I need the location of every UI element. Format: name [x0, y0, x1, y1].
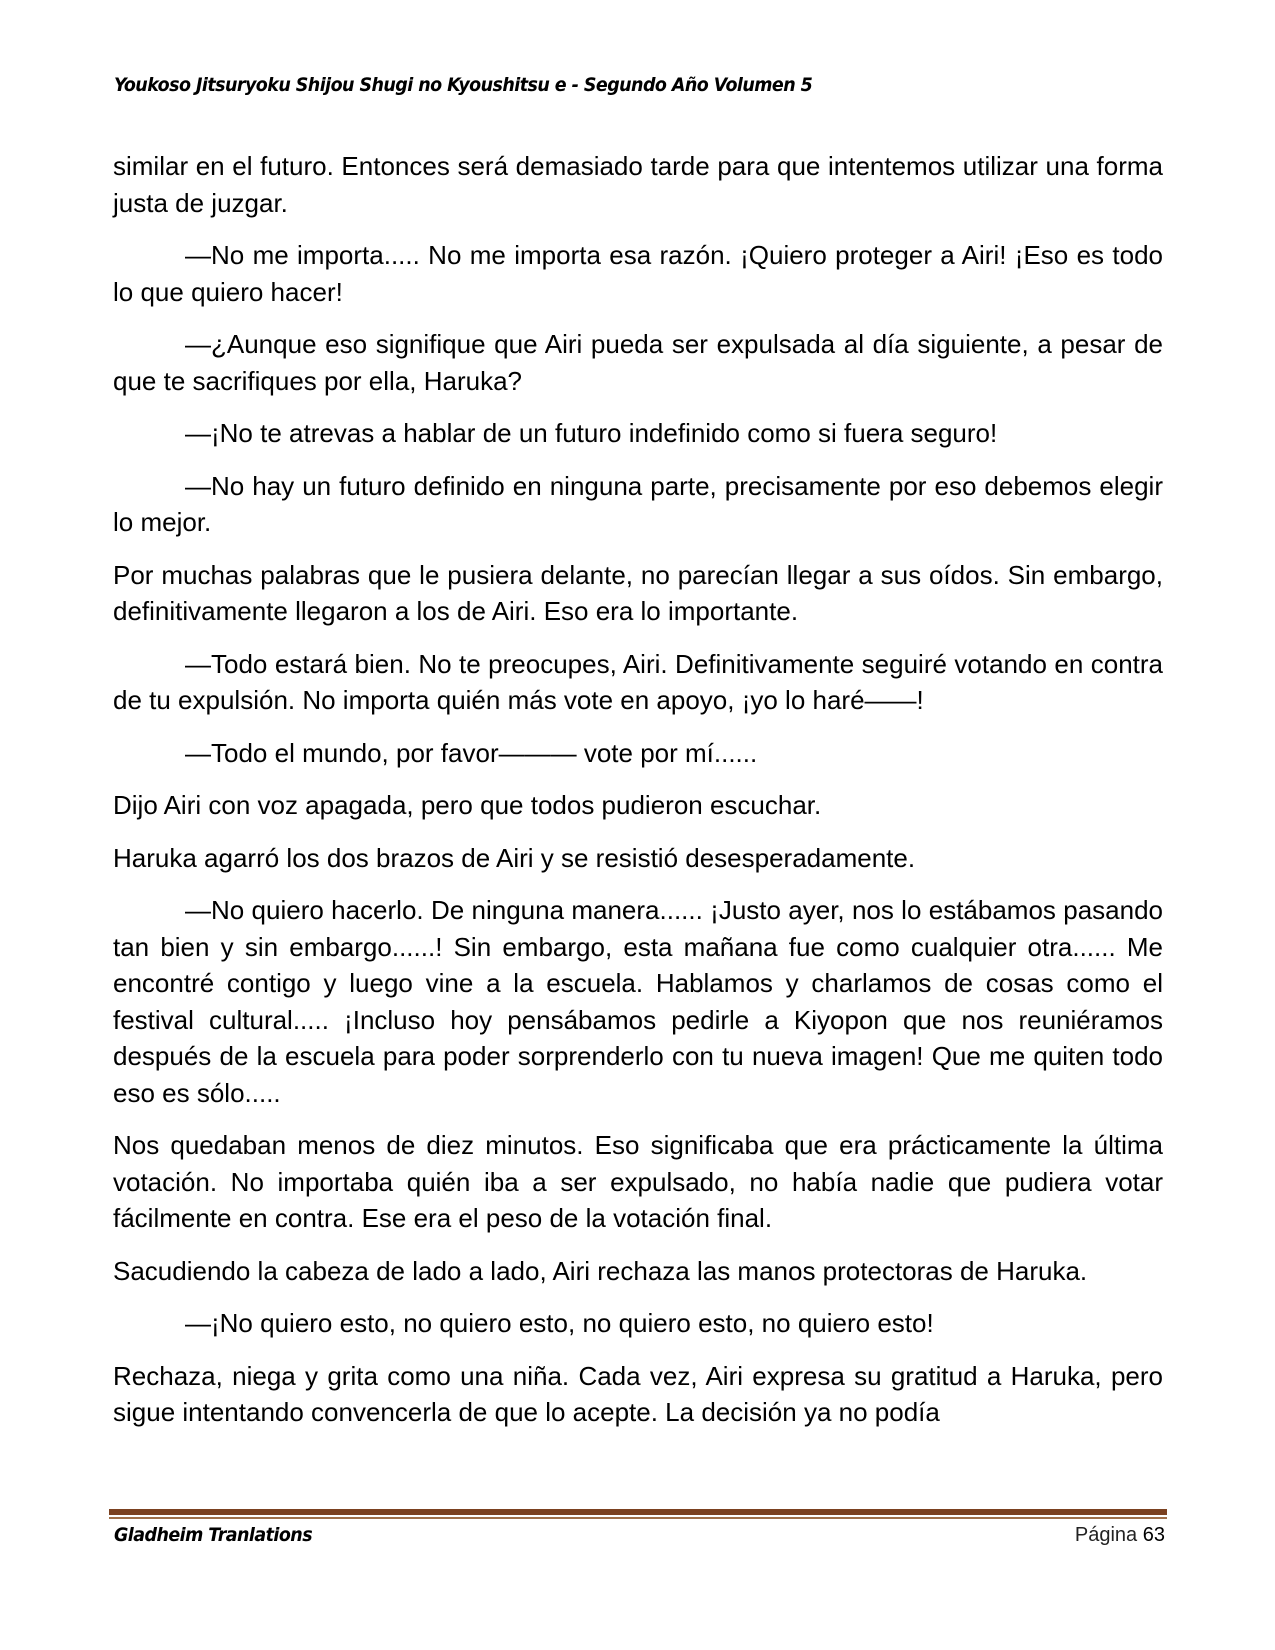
dialogue-paragraph: —No quiero hacerlo. De ninguna manera...... ¡Justo ayer, nos lo estábamos pasando tan bien y sin embargo......! Sin embargo, esta mañana fue como cualquier otra...... Me encontré contigo y luego vine a la escuela. Hablamos y charlamos de cosas como el festival cultural..... ¡Incluso hoy pensábamos pedirle a Kiyopon que nos reuniéramos después de la escuela para poder sorprenderlo con tu nueva imagen! Que me quiten todo eso es sólo..... — [113, 895, 1163, 1108]
running-header-title: Youkoso Jitsuryoku Shijou Shugi no Kyoushitsu e - Segundo Año Volumen 5 — [114, 74, 813, 96]
paragraph: Por muchas palabras que le pusiera delante, no parecían llegar a sus oídos. Sin embargo, definitivamente llegaron a los de Airi. Eso era lo importante. — [113, 559, 1163, 626]
paragraph: Sacudiendo la cabeza de lado a lado, Airi rechaza las manos protectoras de Haruka. — [113, 1255, 1088, 1286]
footer-rule-thin — [109, 1517, 1167, 1519]
dialogue-paragraph: —¿Aunque eso signifique que Airi pueda ser expulsada al día siguiente, a pesar de que te sacrifiques por ella, Haruka? — [113, 329, 1163, 396]
page-number — [1075, 1524, 1165, 1547]
paragraph: Dijo Airi con voz apagada, pero que todos pudieron escuchar. — [113, 790, 822, 820]
page-body — [113, 148, 1163, 1447]
dialogue-paragraph: —Todo el mundo, por favor——— vote por mí...... — [185, 737, 758, 768]
page-label: Página — [1074, 1524, 1138, 1546]
dialogue-paragraph: —¡No quiero esto, no quiero esto, no quiero esto, no quiero esto! — [185, 1308, 934, 1338]
paragraph: Haruka agarró los dos brazos de Airi y se resistió desesperadamente. — [113, 842, 916, 873]
paragraph: Nos quedaban menos de diez minutos. Eso significaba que era prácticamente la última votación. No importaba quién iba a ser expulsado, no había nadie que pudiera votar fácilmente en contra. Ese era el peso de la votación final. — [113, 1130, 1163, 1233]
dialogue-paragraph: —No hay un futuro definido en ninguna parte, precisamente por eso debemos elegir lo mejor. — [113, 470, 1163, 537]
footer-publisher: Gladheim Tranlations — [114, 1524, 313, 1546]
dialogue-paragraph: —¡No te atrevas a hablar de un futuro indefinido como si fuera seguro! — [185, 418, 998, 448]
paragraph: similar en el futuro. Entonces será demasiado tarde para que intentemos utilizar una forma justa de juzgar. — [113, 151, 1163, 218]
page-number-value: 63 — [1142, 1524, 1165, 1546]
footer-rule-thick — [109, 1509, 1167, 1515]
paragraph: Rechaza, niega y grita como una niña. Cada vez, Airi expresa su gratitud a Haruka, pero sigue intentando convencerla de que lo acepte. La decisión ya no podía — [113, 1360, 1163, 1427]
dialogue-paragraph: —Todo estará bien. No te preocupes, Airi. Definitivamente seguiré votando en contra de tu expulsión. No importa quién más vote en apoyo, ¡yo lo haré——! — [113, 648, 1163, 715]
dialogue-paragraph: —No me importa..... No me importa esa razón. ¡Quiero proteger a Airi! ¡Eso es todo lo que quiero hacer! — [113, 240, 1163, 307]
